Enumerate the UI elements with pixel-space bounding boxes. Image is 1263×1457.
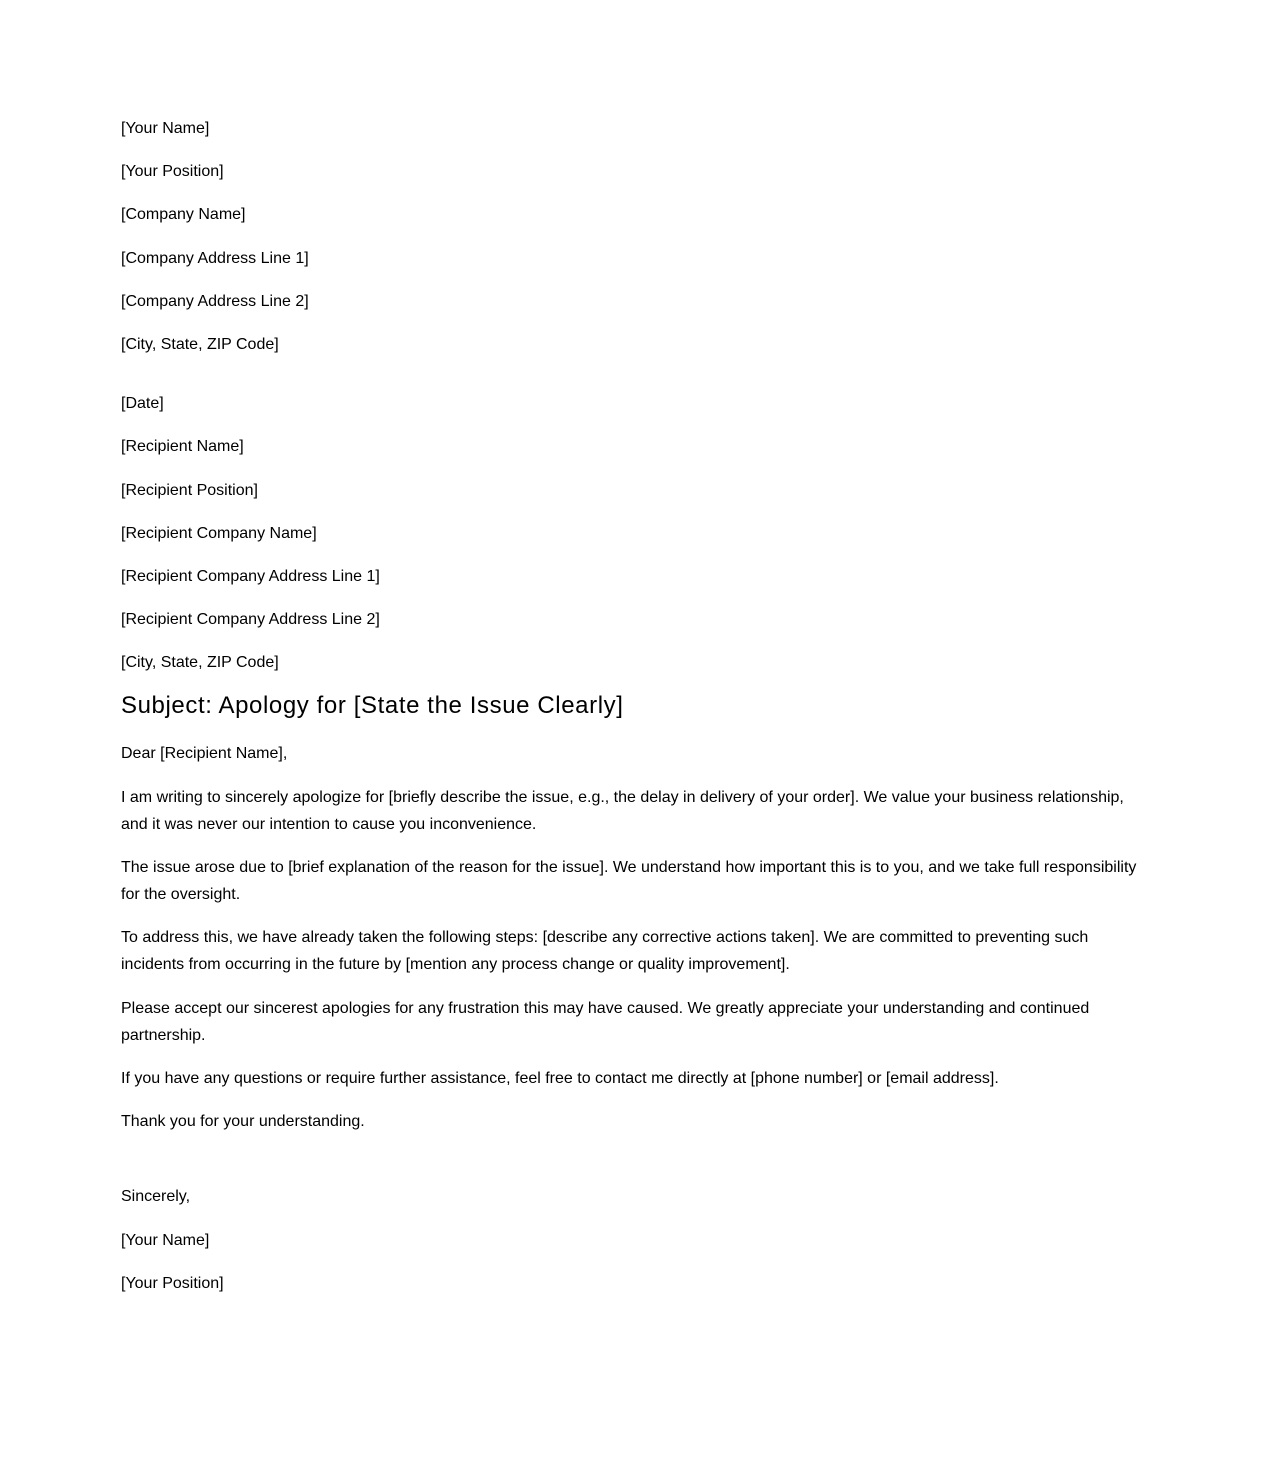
body-paragraph-appreciation: Please accept our sincerest apologies for any frustration this may have caused. We greatly appreciate your understanding and continued partnership.	[121, 1000, 1090, 1044]
recipient-city-state-zip: [City, State, ZIP Code]	[121, 654, 279, 671]
closing-position: [Your Position]	[121, 1275, 224, 1292]
body-paragraph-apology: I am writing to sincerely apologize for [briefly describe the issue, e.g., the delay in delivery of your order]. We value your business relationship, and it was never our intention to cause you inconvenience.	[121, 789, 1124, 833]
salutation: Dear [Recipient Name],	[121, 745, 288, 762]
recipient-name: [Recipient Name]	[121, 438, 244, 455]
letter-date: [Date]	[121, 395, 164, 412]
closing-name: [Your Name]	[121, 1232, 210, 1249]
recipient-position: [Recipient Position]	[121, 482, 258, 499]
recipient-company: [Recipient Company Name]	[121, 525, 317, 542]
sender-company: [Company Name]	[121, 206, 246, 223]
body-paragraph-thanks: Thank you for your understanding.	[121, 1113, 365, 1130]
recipient-address-line-1: [Recipient Company Address Line 1]	[121, 568, 380, 585]
sender-address-line-2: [Company Address Line 2]	[121, 293, 309, 310]
body-paragraph-contact: If you have any questions or require further assistance, feel free to contact me directly at [phone number] or [email address].	[121, 1070, 999, 1087]
body-paragraph-reason: The issue arose due to [brief explanation of the reason for the issue]. We understand how important this is to you, and we take full responsibility for the oversight.	[121, 859, 1137, 903]
sender-position: [Your Position]	[121, 163, 224, 180]
body-paragraph-corrective-actions: To address this, we have already taken the following steps: [describe any corrective actions taken]. We are committed to preventing such incidents from occurring in the future by [mention any process change or quality improvement].	[121, 929, 1089, 973]
recipient-address-line-2: [Recipient Company Address Line 2]	[121, 611, 380, 628]
sender-name: [Your Name]	[121, 120, 210, 137]
sender-address-line-1: [Company Address Line 1]	[121, 250, 309, 267]
subject-heading: Subject: Apology for [State the Issue Clearly]	[121, 692, 624, 719]
sender-city-state-zip: [City, State, ZIP Code]	[121, 336, 279, 353]
valediction: Sincerely,	[121, 1188, 191, 1205]
